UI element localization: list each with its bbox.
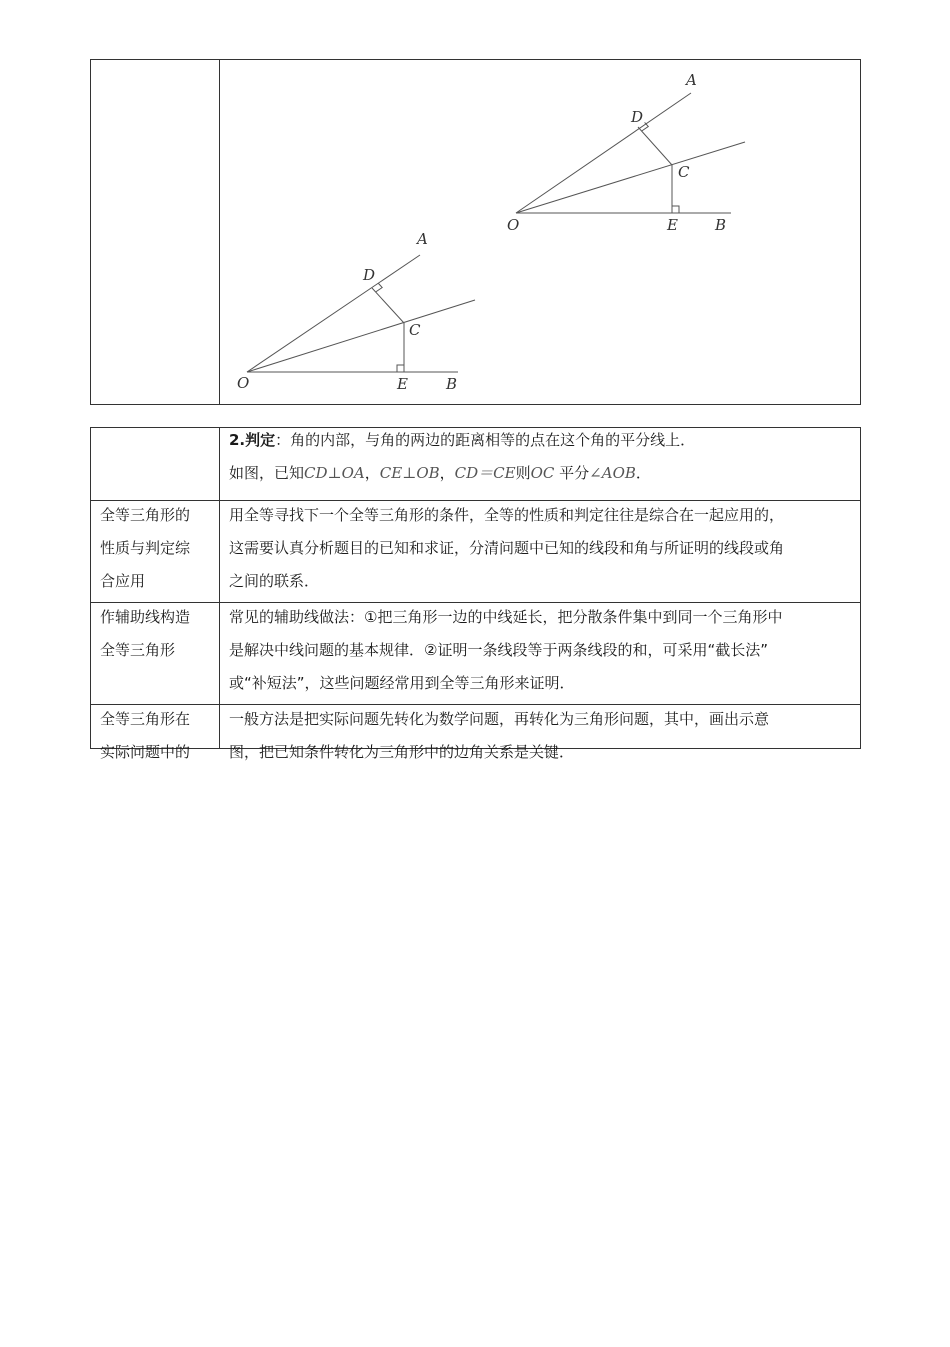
segment-cd-lower	[372, 288, 404, 323]
label-e-upper: E	[667, 216, 678, 234]
row-label-auxiliary-lines	[100, 601, 190, 667]
content-line: 用全等寻找下一个全等三角形的条件，全等的性质和判定往往是综合在一起应用的，	[229, 506, 785, 524]
label-line: 全等三角形	[100, 641, 176, 659]
comma: ，	[439, 464, 455, 482]
angle-bisector-figure	[91, 60, 860, 404]
row-label-comprehensive	[100, 499, 190, 598]
judgement-text: ：角的内部，与角的两边的距离相等的点在这个角的平分线上．	[275, 431, 696, 449]
label-b-lower: B	[446, 375, 458, 393]
label-b-upper: B	[715, 216, 727, 234]
bisector-oc-upper	[516, 142, 745, 213]
row-label-practical	[100, 703, 190, 769]
label-a-lower: A	[417, 230, 428, 248]
angle-aob: ∠AOB	[589, 464, 636, 482]
condition-ce-perp-ob: CE⊥OB	[379, 464, 440, 482]
right-angle-mark-e-lower	[397, 365, 404, 372]
period: ．	[635, 464, 651, 482]
bisect-text: 平分	[554, 464, 590, 482]
label-d-lower: D	[363, 266, 376, 284]
content-line: 这需要认真分析题目的已知和求证，分清问题中已知的线段和角与所证明的线段或角	[229, 539, 785, 557]
judgement-line-1	[229, 424, 854, 457]
label-line: 作辅助线构造	[100, 608, 191, 626]
judgement-heading: 2.判定	[229, 431, 276, 449]
content-line: 一般方法是把实际问题先转化为数学问题，再转化为三角形问题，其中，画出示意	[229, 710, 770, 728]
comma: ，	[364, 464, 380, 482]
segment-oc: OC	[530, 464, 555, 482]
content-line: 图，把已知条件转化为三角形中的边角关系是关键．	[229, 743, 575, 761]
content-line: 常见的辅助线做法：①把三角形一边的中线延长，把分散条件集中到同一个三角形中	[229, 608, 783, 626]
then-text: 则	[515, 464, 531, 482]
label-o-lower: O	[237, 374, 250, 392]
knowledge-table	[90, 427, 861, 761]
label-d-upper: D	[631, 108, 644, 126]
label-c-upper: C	[678, 163, 690, 181]
content-line: 是解决中线问题的基本规律．②证明一条线段等于两条线段的和，可采用“截长法”	[229, 641, 768, 659]
segment-cd-upper	[638, 127, 672, 165]
ray-oa-upper	[516, 93, 691, 213]
right-angle-mark-e-upper	[672, 206, 679, 213]
row-content-practical	[229, 703, 859, 769]
content-line: 或“补短法”，这些问题经常用到全等三角形来证明．	[229, 674, 575, 692]
label-line: 实际问题中的	[100, 743, 191, 761]
row-content-auxiliary-lines	[229, 601, 859, 700]
judgement-content	[229, 424, 854, 490]
label-line: 全等三角形的	[100, 506, 191, 524]
judgement-line-2	[229, 457, 854, 490]
bisector-oc-lower	[247, 300, 475, 372]
given-prefix: 如图，已知	[229, 464, 305, 482]
label-line: 全等三角形在	[100, 710, 191, 728]
label-a-upper: A	[686, 71, 697, 89]
ray-oa-lower	[247, 255, 420, 372]
label-c-lower: C	[409, 321, 421, 339]
row-content-comprehensive	[229, 499, 859, 598]
content-line: 之间的联系．	[229, 572, 320, 590]
figure-table	[90, 59, 861, 405]
label-line: 合应用	[100, 572, 146, 590]
condition-cd-eq-ce: CD＝CE	[454, 464, 516, 482]
label-o-upper: O	[507, 216, 520, 234]
label-line: 性质与判定综	[100, 539, 191, 557]
label-e-lower: E	[397, 375, 408, 393]
column-divider	[219, 428, 220, 748]
condition-cd-perp-oa: CD⊥OA	[304, 464, 365, 482]
